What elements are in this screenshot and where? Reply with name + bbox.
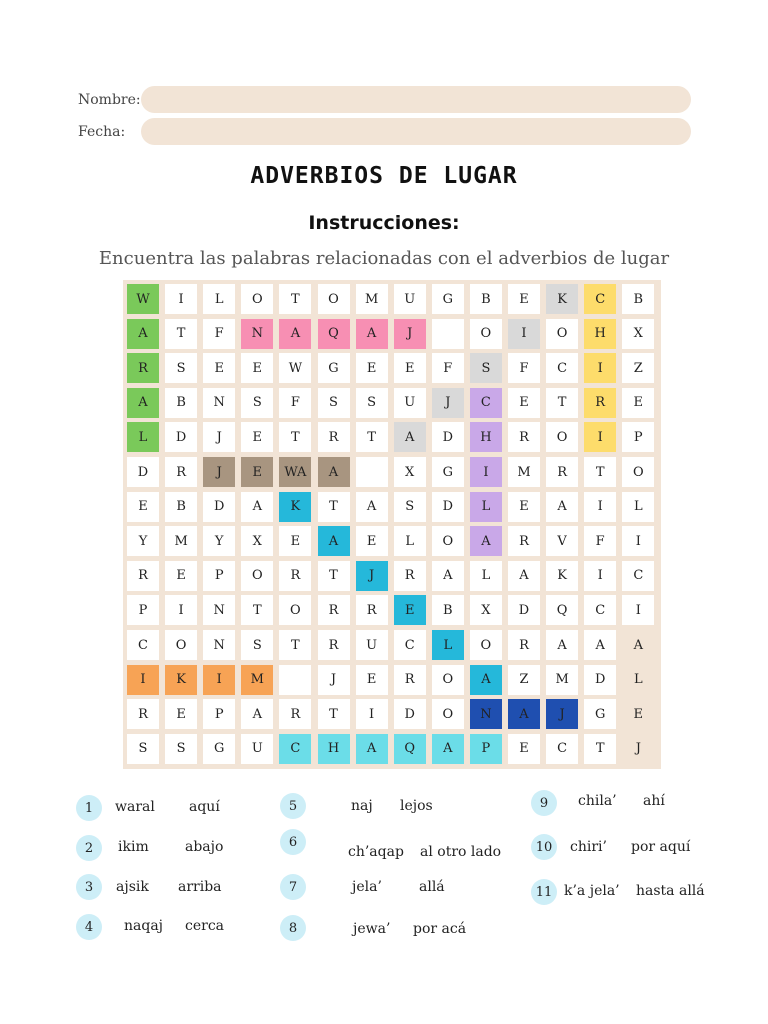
grid-cell[interactable]: G <box>318 353 350 383</box>
grid-cell[interactable]: I <box>508 319 540 349</box>
grid-cell[interactable]: R <box>394 561 426 591</box>
grid-cell[interactable]: N <box>241 319 273 349</box>
grid-cell[interactable]: A <box>546 492 578 522</box>
grid-cell[interactable]: E <box>165 699 197 729</box>
grid-cell[interactable]: A <box>432 561 464 591</box>
grid-cell[interactable]: N <box>203 595 235 625</box>
grid-cell[interactable]: F <box>279 388 311 418</box>
grid-cell[interactable]: P <box>203 699 235 729</box>
grid-cell[interactable]: K <box>546 284 578 314</box>
grid-cell[interactable]: L <box>127 422 159 452</box>
grid-cell[interactable]: J <box>356 561 388 591</box>
name-label: Nombre: <box>78 92 141 108</box>
grid-cell[interactable]: O <box>432 665 464 695</box>
grid-cell[interactable]: A <box>279 319 311 349</box>
grid-cell[interactable]: U <box>241 734 273 764</box>
grid-cell[interactable]: E <box>622 699 654 729</box>
page-title: ADVERBIOS DE LUGAR <box>250 163 518 189</box>
grid-cell[interactable]: D <box>432 422 464 452</box>
grid-cell[interactable]: I <box>165 595 197 625</box>
grid-cell[interactable]: D <box>203 492 235 522</box>
grid-cell[interactable]: E <box>241 353 273 383</box>
grid-cell[interactable]: L <box>622 665 654 695</box>
grid-cell[interactable]: G <box>203 734 235 764</box>
grid-cell[interactable]: E <box>356 665 388 695</box>
grid-cell[interactable]: L <box>622 492 654 522</box>
vocab-kiche: naqaj <box>124 918 164 934</box>
grid-cell[interactable]: C <box>394 630 426 660</box>
vocab-spanish: hasta allá <box>636 883 705 899</box>
vocab-spanish: al otro lado <box>420 844 502 860</box>
grid-cell[interactable]: A <box>127 319 159 349</box>
grid-cell[interactable]: A <box>622 630 654 660</box>
grid-cell[interactable]: I <box>584 353 616 383</box>
vocab-spanish: arriba <box>178 879 222 895</box>
grid-cell[interactable]: T <box>318 492 350 522</box>
vocab-kiche: ikim <box>118 839 149 855</box>
grid-cell[interactable]: R <box>394 665 426 695</box>
grid-cell[interactable]: I <box>356 699 388 729</box>
grid-cell[interactable]: E <box>165 561 197 591</box>
grid-cell[interactable]: T <box>318 699 350 729</box>
grid-cell[interactable]: K <box>165 665 197 695</box>
grid-cell[interactable]: G <box>432 284 464 314</box>
grid-cell[interactable]: G <box>432 457 464 487</box>
grid-cell[interactable]: C <box>584 595 616 625</box>
grid-cell[interactable] <box>432 319 464 349</box>
grid-cell[interactable]: N <box>470 699 502 729</box>
grid-cell[interactable]: C <box>127 630 159 660</box>
grid-cell[interactable]: T <box>584 734 616 764</box>
grid-cell[interactable]: O <box>546 422 578 452</box>
vocab-kiche: ajsik <box>116 879 149 895</box>
grid-cell[interactable]: Z <box>508 665 540 695</box>
grid-cell[interactable]: U <box>394 284 426 314</box>
word-search-grid <box>123 280 661 769</box>
grid-cell[interactable]: X <box>470 595 502 625</box>
vocab-spanish: aquí <box>189 799 220 815</box>
grid-cell[interactable]: A <box>127 388 159 418</box>
grid-cell[interactable]: D <box>394 699 426 729</box>
grid-cell[interactable]: A <box>356 734 388 764</box>
grid-cell[interactable]: O <box>470 630 502 660</box>
grid-cell[interactable]: G <box>584 699 616 729</box>
vocab-number: 1 <box>76 795 102 821</box>
grid-cell[interactable]: D <box>432 492 464 522</box>
grid-cell[interactable]: R <box>318 630 350 660</box>
grid-cell[interactable]: S <box>470 353 502 383</box>
grid-cell[interactable]: A <box>318 457 350 487</box>
date-field[interactable] <box>141 118 691 145</box>
grid-cell[interactable]: S <box>165 734 197 764</box>
grid-cell[interactable]: R <box>127 561 159 591</box>
vocab-kiche: k’a jela’ <box>564 883 620 899</box>
grid-cell[interactable]: R <box>546 457 578 487</box>
grid-cell[interactable]: R <box>356 595 388 625</box>
grid-cell[interactable]: A <box>508 699 540 729</box>
grid-cell[interactable]: N <box>203 388 235 418</box>
grid-cell[interactable]: P <box>622 422 654 452</box>
vocab-kiche: waral <box>115 799 155 815</box>
grid-cell[interactable]: X <box>394 457 426 487</box>
grid-cell[interactable]: A <box>356 492 388 522</box>
grid-cell[interactable]: R <box>127 353 159 383</box>
grid-cell[interactable]: E <box>394 595 426 625</box>
grid-cell[interactable]: D <box>165 422 197 452</box>
grid-cell[interactable]: I <box>622 595 654 625</box>
grid-cell[interactable]: J <box>318 665 350 695</box>
grid-cell[interactable]: C <box>279 734 311 764</box>
grid-cell[interactable]: F <box>203 319 235 349</box>
grid-cell[interactable]: O <box>279 595 311 625</box>
grid-cell[interactable]: R <box>127 699 159 729</box>
grid-cell[interactable]: S <box>356 388 388 418</box>
grid-cell[interactable]: J <box>546 699 578 729</box>
grid-cell[interactable]: V <box>546 526 578 556</box>
grid-cell[interactable]: E <box>356 353 388 383</box>
vocab-number: 11 <box>531 879 557 905</box>
grid-cell[interactable]: I <box>165 284 197 314</box>
vocab-spanish: allá <box>419 879 445 895</box>
grid-cell[interactable]: B <box>432 595 464 625</box>
vocab-number: 5 <box>280 793 306 819</box>
grid-cell[interactable]: M <box>546 665 578 695</box>
grid-cell[interactable]: O <box>432 699 464 729</box>
grid-cell[interactable]: L <box>394 526 426 556</box>
grid-cell[interactable]: I <box>470 457 502 487</box>
grid-cell[interactable]: J <box>432 388 464 418</box>
grid-cell[interactable]: W <box>127 284 159 314</box>
grid-cell[interactable]: R <box>165 457 197 487</box>
grid-cell[interactable]: A <box>546 630 578 660</box>
grid-cell[interactable]: A <box>432 734 464 764</box>
grid-cell[interactable]: N <box>203 630 235 660</box>
grid-cell[interactable]: I <box>584 422 616 452</box>
grid-cell[interactable]: K <box>546 561 578 591</box>
grid-cell[interactable]: H <box>470 422 502 452</box>
grid-cell[interactable]: E <box>508 388 540 418</box>
grid-cell[interactable]: R <box>508 422 540 452</box>
grid-cell[interactable]: B <box>165 492 197 522</box>
instructions-text: Encuentra las palabras relacionadas con el adverbios de lugar <box>98 248 670 269</box>
grid-cell[interactable]: A <box>241 492 273 522</box>
vocab-spanish: lejos <box>400 798 433 814</box>
vocab-spanish: ahí <box>643 793 665 809</box>
grid-cell[interactable]: Y <box>203 526 235 556</box>
grid-cell[interactable]: E <box>508 734 540 764</box>
grid-cell[interactable]: E <box>508 284 540 314</box>
grid-cell[interactable]: O <box>470 319 502 349</box>
grid-cell[interactable]: R <box>508 526 540 556</box>
grid-cell[interactable]: R <box>584 388 616 418</box>
grid-cell[interactable]: X <box>622 319 654 349</box>
vocab-number: 10 <box>531 834 557 860</box>
grid-cell[interactable]: M <box>508 457 540 487</box>
grid-cell[interactable]: B <box>165 388 197 418</box>
grid-cell[interactable]: A <box>394 422 426 452</box>
grid-cell[interactable]: K <box>279 492 311 522</box>
grid-cell[interactable]: T <box>279 284 311 314</box>
vocab-kiche: jewa’ <box>353 921 391 937</box>
grid-cell[interactable]: T <box>165 319 197 349</box>
vocab-number: 4 <box>76 914 102 940</box>
grid-cell[interactable]: L <box>432 630 464 660</box>
grid-cell[interactable]: O <box>318 284 350 314</box>
grid-cell[interactable]: M <box>165 526 197 556</box>
grid-cell[interactable]: B <box>470 284 502 314</box>
vocab-number: 8 <box>280 915 306 941</box>
grid-cell[interactable]: E <box>203 353 235 383</box>
grid-cell[interactable]: E <box>241 422 273 452</box>
grid-cell[interactable]: I <box>622 526 654 556</box>
grid-cell[interactable]: E <box>356 526 388 556</box>
grid-cell[interactable]: R <box>318 595 350 625</box>
vocab-kiche: jela’ <box>352 879 382 895</box>
grid-cell[interactable]: A <box>584 630 616 660</box>
grid-cell[interactable]: O <box>241 284 273 314</box>
vocab-number: 7 <box>280 874 306 900</box>
grid-cell[interactable]: B <box>622 284 654 314</box>
grid-cell[interactable]: O <box>622 457 654 487</box>
grid-cell[interactable]: R <box>279 699 311 729</box>
grid-cell[interactable]: C <box>546 734 578 764</box>
grid-cell[interactable]: S <box>394 492 426 522</box>
grid-cell[interactable]: A <box>508 561 540 591</box>
grid-cell[interactable]: Q <box>394 734 426 764</box>
grid-cell[interactable]: S <box>127 734 159 764</box>
grid-cell[interactable]: J <box>622 734 654 764</box>
grid-cell[interactable]: T <box>318 561 350 591</box>
grid-cell[interactable]: T <box>546 388 578 418</box>
grid-cell[interactable]: M <box>241 665 273 695</box>
grid-cell[interactable]: Q <box>318 319 350 349</box>
grid-cell[interactable]: P <box>203 561 235 591</box>
grid-cell[interactable]: A <box>470 665 502 695</box>
grid-cell[interactable]: Q <box>546 595 578 625</box>
grid-cell[interactable]: M <box>356 284 388 314</box>
grid-cell[interactable]: A <box>241 699 273 729</box>
vocab-kiche: naj <box>351 798 373 814</box>
vocab-number: 6 <box>280 829 306 855</box>
grid-cell[interactable]: C <box>546 353 578 383</box>
grid-cell[interactable]: R <box>508 630 540 660</box>
grid-cell[interactable]: I <box>584 561 616 591</box>
grid-cell[interactable]: E <box>127 492 159 522</box>
grid-cell[interactable]: L <box>470 492 502 522</box>
grid-cell[interactable]: J <box>394 319 426 349</box>
grid-cell[interactable]: WA <box>279 457 311 487</box>
grid-cell[interactable]: E <box>279 526 311 556</box>
grid-cell[interactable]: T <box>584 457 616 487</box>
grid-cell[interactable]: A <box>318 526 350 556</box>
grid-cell[interactable]: A <box>470 526 502 556</box>
grid-cell[interactable]: X <box>241 526 273 556</box>
grid-cell[interactable]: T <box>279 422 311 452</box>
grid-cell[interactable]: U <box>356 630 388 660</box>
grid-cell[interactable]: H <box>318 734 350 764</box>
vocab-spanish: cerca <box>185 918 225 934</box>
vocab-spanish: abajo <box>185 839 224 855</box>
date-label: Fecha: <box>78 124 126 140</box>
grid-cell[interactable]: D <box>508 595 540 625</box>
grid-cell[interactable]: H <box>584 319 616 349</box>
vocab-spanish: por acá <box>413 921 467 937</box>
vocab-spanish: por aquí <box>631 839 691 855</box>
grid-cell[interactable]: R <box>318 422 350 452</box>
grid-cell[interactable]: E <box>241 457 273 487</box>
vocab-kiche: ch’aqap <box>348 844 404 860</box>
grid-cell[interactable]: F <box>584 526 616 556</box>
vocab-kiche: chiri’ <box>570 839 607 855</box>
grid-cell[interactable]: F <box>432 353 464 383</box>
grid-cell[interactable]: T <box>241 595 273 625</box>
grid-cell[interactable]: C <box>622 561 654 591</box>
grid-cell[interactable]: O <box>165 630 197 660</box>
grid-cell[interactable]: O <box>546 319 578 349</box>
grid-cell[interactable]: A <box>356 319 388 349</box>
grid-cell[interactable]: D <box>127 457 159 487</box>
grid-cell[interactable]: I <box>127 665 159 695</box>
grid-cell[interactable]: C <box>584 284 616 314</box>
grid-cell[interactable]: S <box>318 388 350 418</box>
grid-cell[interactable]: I <box>203 665 235 695</box>
vocab-number: 9 <box>531 790 557 816</box>
grid-cell[interactable]: E <box>394 353 426 383</box>
grid-cell[interactable]: E <box>508 492 540 522</box>
grid-cell[interactable]: S <box>241 630 273 660</box>
vocab-number: 2 <box>76 835 102 861</box>
grid-cell[interactable]: W <box>279 353 311 383</box>
grid-cell[interactable]: L <box>470 561 502 591</box>
grid-cell[interactable]: R <box>279 561 311 591</box>
grid-cell[interactable]: P <box>127 595 159 625</box>
vocab-number: 3 <box>76 874 102 900</box>
grid-cell[interactable]: S <box>165 353 197 383</box>
grid-cell[interactable]: T <box>279 630 311 660</box>
grid-cell[interactable]: Z <box>622 353 654 383</box>
vocab-kiche: chila’ <box>578 793 617 809</box>
grid-cell[interactable]: O <box>432 526 464 556</box>
grid-cell[interactable]: E <box>622 388 654 418</box>
grid-cell[interactable]: P <box>470 734 502 764</box>
grid-cell[interactable]: J <box>203 457 235 487</box>
grid-cell[interactable]: D <box>584 665 616 695</box>
grid-cell[interactable]: T <box>356 422 388 452</box>
grid-cell[interactable]: C <box>470 388 502 418</box>
grid-cell[interactable] <box>279 665 311 695</box>
grid-cell[interactable] <box>356 457 388 487</box>
grid-cell[interactable]: I <box>584 492 616 522</box>
grid-cell[interactable]: L <box>203 284 235 314</box>
grid-cell[interactable]: F <box>508 353 540 383</box>
instructions-heading: Instrucciones: <box>308 212 460 234</box>
grid-cell[interactable]: U <box>394 388 426 418</box>
grid-cell[interactable]: S <box>241 388 273 418</box>
name-field[interactable] <box>141 86 691 113</box>
grid-cell[interactable]: Y <box>127 526 159 556</box>
grid-cell[interactable]: J <box>203 422 235 452</box>
grid-cell[interactable]: O <box>241 561 273 591</box>
